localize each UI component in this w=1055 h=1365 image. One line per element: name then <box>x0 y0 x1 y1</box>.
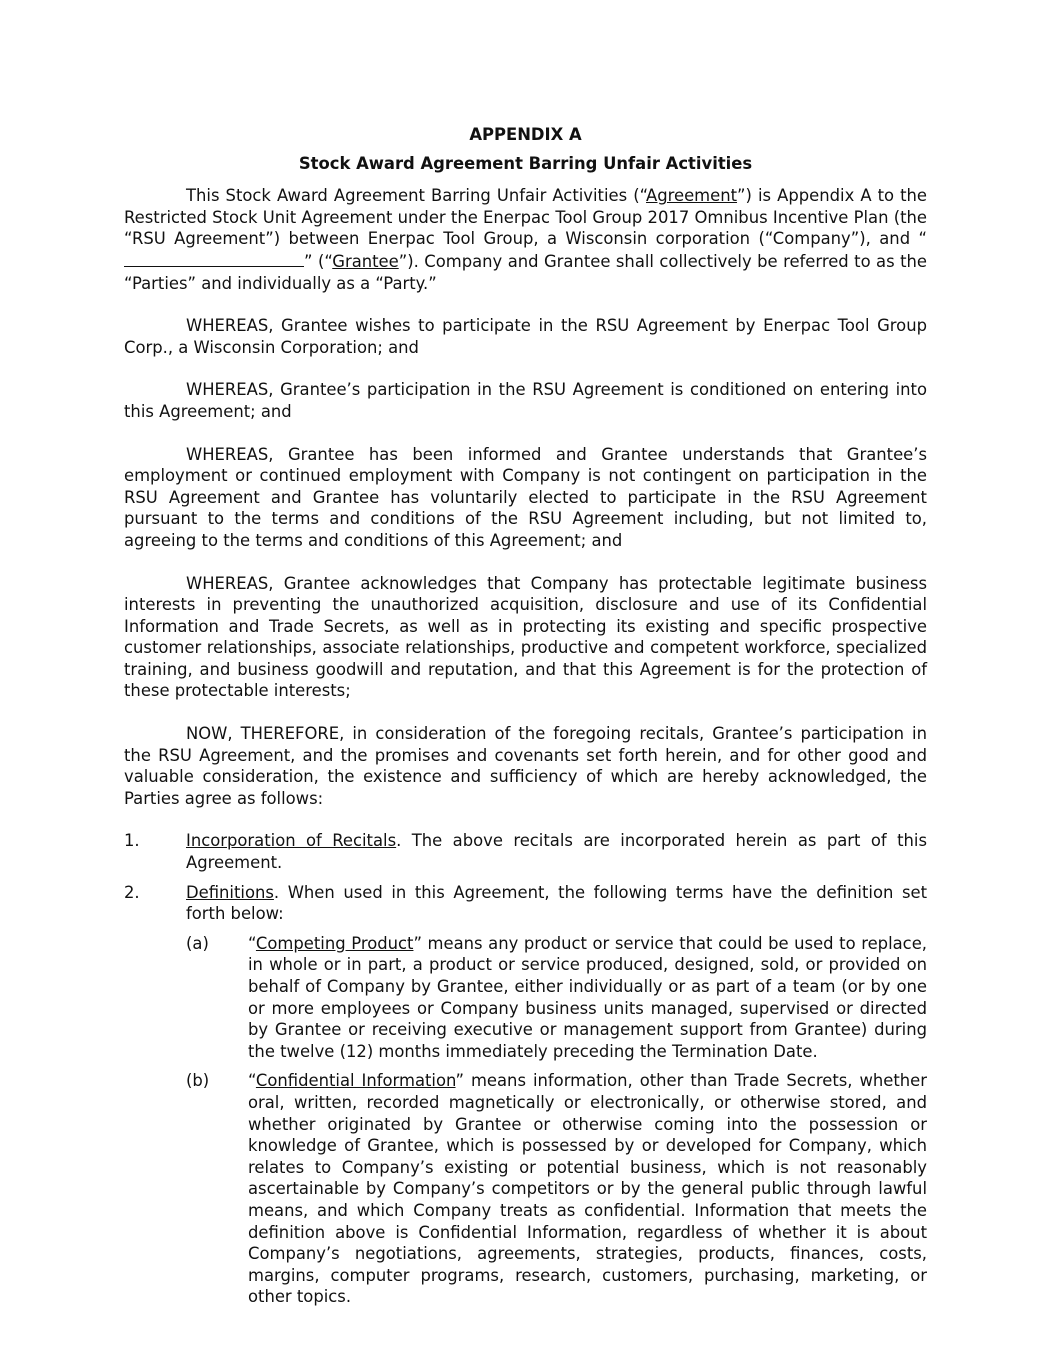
grantee-name-blank <box>124 250 304 267</box>
intro-text-4: ”). Company and Grantee shall collectively be referred to as the “Parties” and individually as a “Party.” <box>124 251 927 293</box>
intro-text-3: ” (“ <box>304 251 333 271</box>
definition-label: (b) <box>186 1071 210 1091</box>
intro-text-2: ”) is Appendix A to the Restricted Stock Unit Agreement under the Enerpac Tool Group 2017 Omnibus Incentive Plan (the “RSU Agreement”) between Enerpac Tool Group, a Wisconsin corporation (“Company”), and “ <box>124 186 928 249</box>
grantee-term: Grantee <box>332 251 399 271</box>
document-page <box>124 124 927 1316</box>
section-number: 1. <box>124 831 140 851</box>
section-heading: Incorporation of Recitals <box>186 831 397 851</box>
appendix-heading: APPENDIX A <box>469 125 582 144</box>
definition-text: ” means information, other than Trade Secrets, whether oral, written, recorded magnetically or electronically, or otherwise stored, and whether originated by Grantee or otherwise coming into the possession or knowledge of Grantee, which is possessed by or developed for Company, which relates to Company’s existing or potential business, which is not reasonably ascertainable by Company’s competitors or by the general public through lawful means, and which Company treats as confidential. Information that meets the definition above is Confidential Information, regardless of whether it is about Company’s negotiations, agreements, strategies, products, finances, costs, margins, computer programs, research, customers, purchasing, marketing, or other topics. <box>248 1071 927 1307</box>
definition-label: (a) <box>186 933 209 953</box>
definition-term: Confidential Information <box>255 1071 456 1091</box>
recital-paragraph: WHEREAS, Grantee wishes to participate in the RSU Agreement by Enerpac Tool Group Corp., a Wisconsin Corporation; and <box>124 316 927 357</box>
open-quote: “ <box>248 1071 256 1091</box>
definition-term: Competing Product <box>255 933 414 953</box>
section-1 <box>124 830 927 873</box>
intro-text-1: This Stock Award Agreement Barring Unfair Activities (“ <box>186 186 646 206</box>
now-therefore-paragraph: NOW, THEREFORE, in consideration of the foregoing recitals, Grantee’s participation in the RSU Agreement, and the promises and covenants set forth herein, and for other good and valuable consideration, the existence and sufficiency of which are hereby acknowledged, the Parties agree as follows: <box>124 724 927 808</box>
open-quote: “ <box>248 933 256 953</box>
section-2 <box>124 882 927 925</box>
definition-b <box>124 1070 927 1308</box>
recital-paragraph: WHEREAS, Grantee’s participation in the RSU Agreement is conditioned on entering into this Agreement; and <box>124 380 927 421</box>
definition-a <box>124 933 927 1063</box>
section-text: . The above recitals are incorporated herein as part of this Agreement. <box>186 831 927 873</box>
agreement-term: Agreement <box>646 186 738 206</box>
section-heading: Definitions <box>186 882 274 902</box>
definition-text: ” means any product or service that could be used to replace, in whole or in part, a product or service produced, designed, sold, or provided on behalf of Company by Grantee, either individually or as part of a team (or by one or more employees or Company business units managed, supervised or directed by Grantee or receiving executive or management support from Grantee) during the twelve (12) months immediately preceding the Termination Date. <box>248 933 927 1061</box>
section-text: . When used in this Agreement, the following terms have the definition set forth below: <box>186 882 927 924</box>
document-title: Stock Award Agreement Barring Unfair Activities <box>298 153 753 173</box>
recital-paragraph: WHEREAS, Grantee has been informed and Grantee understands that Grantee’s employment or continued employment with Company is not contingent on participation in the RSU Agreement and Grantee has voluntarily elected to participate in the RSU Agreement pursuant to the terms and conditions of the RSU Agreement including, but not limited to, agreeing to the terms and conditions of this Agreement; and <box>124 444 927 550</box>
intro-paragraph <box>124 185 927 294</box>
section-number: 2. <box>124 882 140 902</box>
recital-paragraph: WHEREAS, Grantee acknowledges that Company has protectable legitimate business interests in preventing the unauthorized acquisition, disclosure and use of its Confidential Information and Trade Secrets, as well as in protecting its existing and specific prospective customer relationships, associate relationships, productive and competent workforce, specialized training, and business goodwill and reputation, and that this Agreement is for the protection of these protectable interests; <box>124 573 927 701</box>
